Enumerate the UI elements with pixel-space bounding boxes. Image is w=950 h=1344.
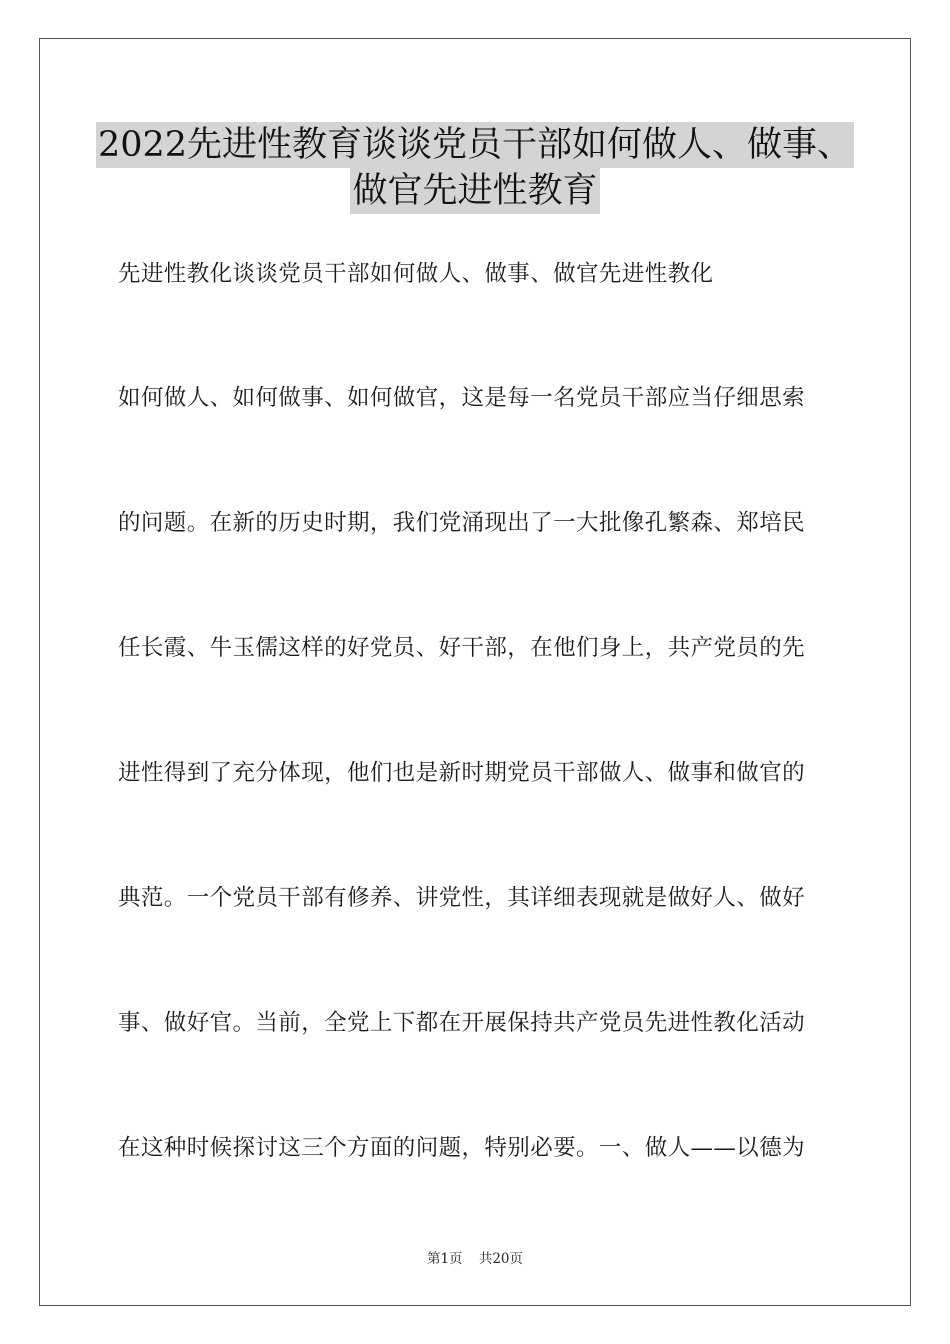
title-line-2: 做官先进性教育 [350,168,599,214]
body-line-4: 任长霞、牛玉儒这样的好党员、好干部，在他们身上，共产党员的先 [118,635,806,661]
title-line-1: 2022先进性教育谈谈党员干部如何做人、做事、 [96,122,854,168]
body-line-7: 事、做好官。当前，全党上下都在开展保持共产党员先进性教化活动 [118,1010,806,1036]
body-line-1: 先进性教化谈谈党员干部如何做人、做事、做官先进性教化 [118,261,714,287]
page-number: 第1页 [426,1251,463,1267]
page-footer [0,1247,950,1267]
page-border [39,38,911,1306]
body-line-2: 如何做人、如何做事、如何做官，这是每一名党员干部应当仔细思索 [118,385,806,411]
body-line-8: 在这种时候探讨这三个方面的问题，特别必要。一、做人——以德为 [118,1135,806,1161]
document-title [0,122,950,214]
body-line-5: 进性得到了充分体现，他们也是新时期党员干部做人、做事和做官的 [118,760,806,786]
body-line-6: 典范。一个党员干部有修养、讲党性，其详细表现就是做好人、做好 [118,885,806,911]
page-total: 共20页 [478,1251,524,1267]
body-line-3: 的问题。在新的历史时期，我们党涌现出了一大批像孔繁森、郑培民 [118,510,806,536]
